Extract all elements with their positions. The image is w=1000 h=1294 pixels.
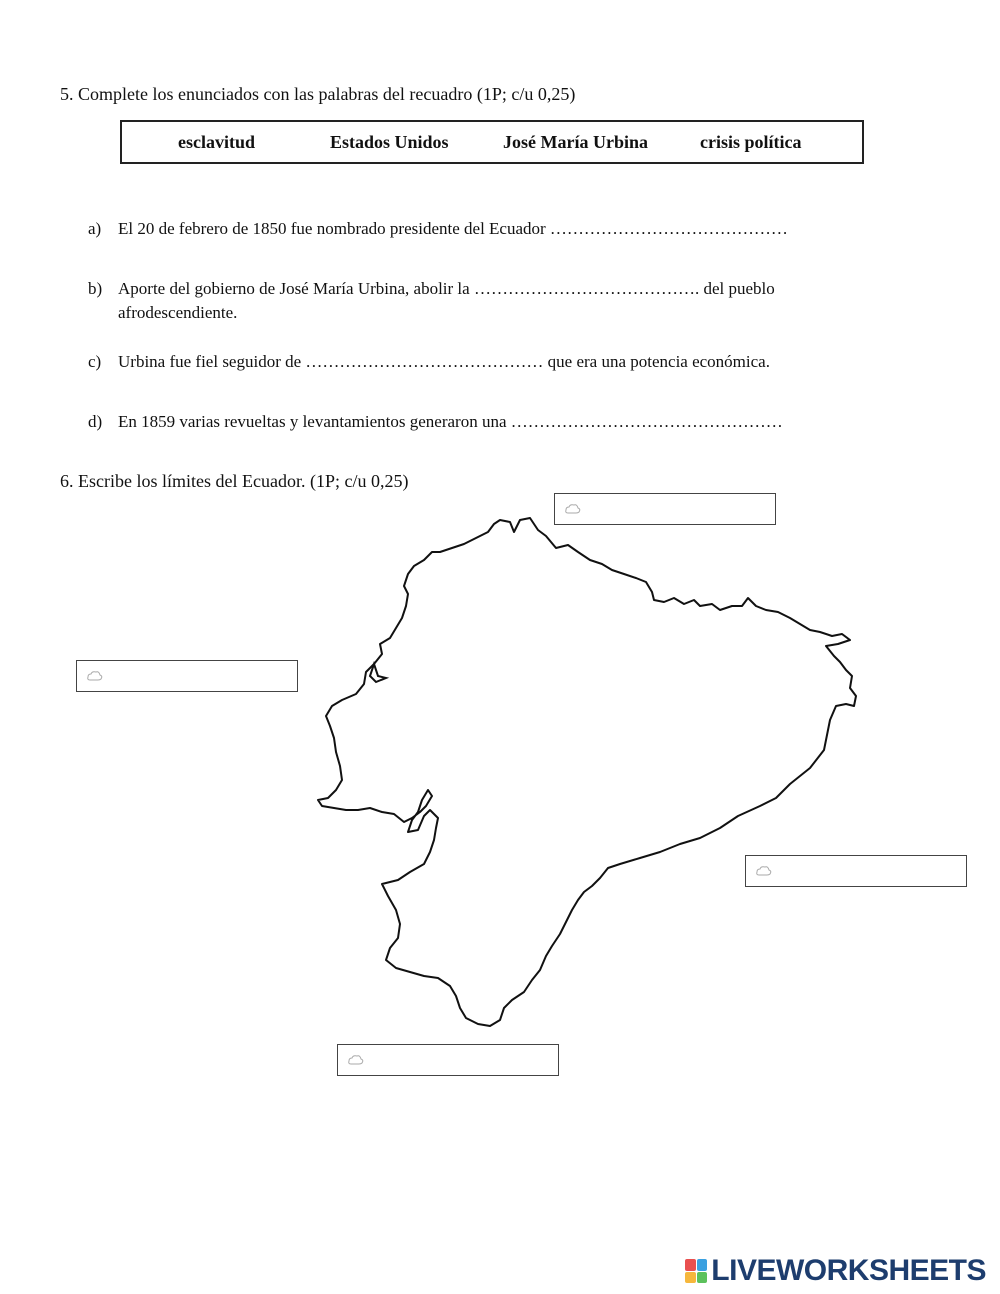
statement-text-continued: afrodescendiente. — [118, 303, 238, 322]
logo-square — [685, 1259, 696, 1271]
statement-text: En 1859 varias revueltas y levantamientos generaron una ………………………………………… — [118, 412, 783, 431]
cloud-icon — [756, 864, 772, 878]
word-bank-item: esclavitud — [178, 132, 256, 152]
statement-text: Aporte del gobierno de José María Urbina, abolir la …………………………………. del pueblo — [118, 279, 775, 298]
logo-square — [697, 1272, 708, 1284]
statement-text: El 20 de febrero de 1850 fue nombrado presidente del Ecuador …………………………………… — [118, 219, 788, 238]
answer-box-north[interactable] — [554, 493, 776, 525]
statement-letter: b) — [88, 279, 103, 298]
cloud-icon — [87, 669, 103, 683]
statement-letter: c) — [88, 352, 102, 371]
answer-box-west[interactable] — [76, 660, 298, 692]
logo-square — [685, 1272, 696, 1284]
answer-box-south[interactable] — [337, 1044, 559, 1076]
statement-text: Urbina fue fiel seguidor de …………………………………… que era una potencia económica. — [118, 352, 770, 371]
logo-icon — [685, 1259, 707, 1283]
word-bank-item: José María Urbina — [503, 132, 648, 152]
statement-letter: a) — [88, 219, 102, 238]
logo-text: LIVEWORKSHEETS — [711, 1254, 986, 1287]
answer-box-east[interactable] — [745, 855, 967, 887]
statement-letter: d) — [88, 412, 103, 431]
word-bank-item: crisis política — [700, 132, 802, 152]
cloud-icon — [565, 502, 581, 516]
word-bank-item: Estados Unidos — [330, 132, 449, 152]
liveworksheets-logo — [685, 1254, 986, 1288]
question-5-title: 5. Complete los enunciados con las palabras del recuadro (1P; c/u 0,25) — [60, 84, 576, 104]
cloud-icon — [348, 1053, 364, 1067]
logo-square — [697, 1259, 708, 1271]
question-6-title: 6. Escribe los límites del Ecuador. (1P; c/u 0,25) — [60, 471, 409, 491]
